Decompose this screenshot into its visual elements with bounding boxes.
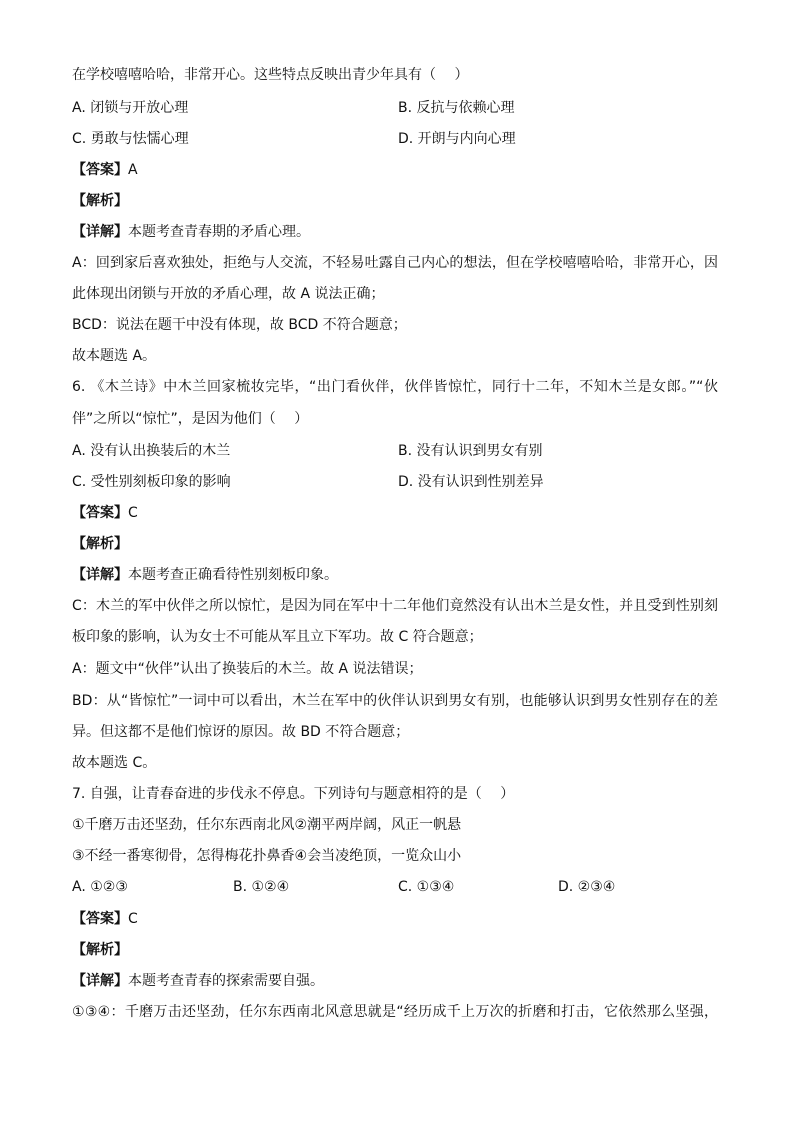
q6-explanation-5: 异。但这都不是他们惊讶的原因。故 BD 不符合题意； xyxy=(72,724,410,740)
q5-option-d: D. 开朗与内向心理 xyxy=(398,131,516,147)
q7-answer-line xyxy=(72,910,138,928)
q5-answer: A xyxy=(128,162,138,178)
q6-explanation-1: C：木兰的军中伙伴之所以惊忙，是因为同在军中十二年他们竟然没有认出木兰是女性，并且受到性别刻 xyxy=(72,598,718,614)
q5-option-c: C. 勇敢与怯懦心理 xyxy=(72,131,189,147)
q7-stem: 7. 自强，让青春奋进的步伐永不停息。下列诗句与题意相符的是（ ） xyxy=(72,786,515,802)
q5-answer-line xyxy=(72,161,138,179)
q7-option-a: A. ①②③ xyxy=(72,879,128,895)
q7-detail-line xyxy=(72,972,324,990)
q6-detail: 本题考查正确看待性别刻板印象。 xyxy=(128,567,338,583)
answer-tag: 【答案】 xyxy=(72,911,128,927)
detail-tag: 【详解】 xyxy=(72,567,128,583)
q5-option-b: B. 反抗与依赖心理 xyxy=(398,100,515,116)
q7-answer: C xyxy=(128,911,138,927)
q6-conclusion: 故本题选 C。 xyxy=(72,755,157,771)
q7-option-b: B. ①②④ xyxy=(233,879,290,895)
answer-tag: 【答案】 xyxy=(72,162,128,178)
q6-explanation-4: BD：从“皆惊忙”一词中可以看出，木兰在军中的伙伴认识到男女有别，也能够认识到男女性别存在的差 xyxy=(72,693,718,709)
q6-explanation-2: 板印象的影响，认为女士不可能从军且立下军功。故 C 符合题意； xyxy=(72,629,483,645)
q5-option-a: A. 闭锁与开放心理 xyxy=(72,100,189,116)
q5-analysis-tag: 【解析】 xyxy=(72,193,128,209)
q6-answer: C xyxy=(128,505,138,521)
detail-tag: 【详解】 xyxy=(72,224,128,240)
q6-analysis-tag: 【解析】 xyxy=(72,536,128,552)
q7-option-c: C. ①③④ xyxy=(398,879,455,895)
q6-option-a: A. 没有认出换装后的木兰 xyxy=(72,443,231,459)
q7-analysis-tag: 【解析】 xyxy=(72,942,128,958)
q5-explanation-1: A：回到家后喜欢独处，拒绝与人交流，不轻易吐露自己内心的想法，但在学校嘻嘻哈哈，非常开心，因 xyxy=(72,255,718,271)
detail-tag: 【详解】 xyxy=(72,973,128,989)
q6-option-b: B. 没有认识到男女有别 xyxy=(398,443,543,459)
q6-option-c: C. 受性别刻板印象的影响 xyxy=(72,474,231,490)
q5-explanation-2: 此体现出闭锁与开放的矛盾心理，故 A 说法正确； xyxy=(72,286,385,302)
q5-detail-line xyxy=(72,223,310,241)
q6-stem-1: 6. 《木兰诗》中木兰回家梳妆完毕，“出门看伙伴，伙伴皆惊忙，同行十二年，不知木兰是女郎。”“伙 xyxy=(72,379,718,395)
q6-detail-line xyxy=(72,566,338,584)
q7-detail: 本题考查青春的探索需要自强。 xyxy=(128,973,324,989)
q6-option-d: D. 没有认识到性别差异 xyxy=(398,474,544,490)
q6-stem-2: 伴”之所以“惊忙”，是因为他们（ ） xyxy=(72,411,309,427)
q5-explanation-3: BCD：说法在题干中没有体现，故 BCD 不符合题意； xyxy=(72,317,407,333)
q5-stem-tail: 在学校嘻嘻哈哈，非常开心。这些特点反映出青少年具有（ ） xyxy=(72,67,469,83)
q7-explanation-1: ①③④：千磨万击还坚劲，任尔东西南北风意思就是“经历成千上万次的折磨和打击，它依然那么坚强， xyxy=(72,1004,718,1020)
q6-explanation-3: A：题文中“伙伴”认出了换装后的木兰。故 A 说法错误； xyxy=(72,661,423,677)
q7-poem-line-2: ③不经一番寒彻骨，怎得梅花扑鼻香④会当凌绝顶，一览众山小 xyxy=(72,848,462,864)
q6-answer-line xyxy=(72,504,138,522)
answer-tag: 【答案】 xyxy=(72,505,128,521)
q5-conclusion: 故本题选 A。 xyxy=(72,348,157,364)
q5-detail: 本题考查青春期的矛盾心理。 xyxy=(128,224,310,240)
q7-option-d: D. ②③④ xyxy=(558,879,616,895)
q7-poem-line-1: ①千磨万击还坚劲，任尔东西南北风②潮平两岸阔，风正一帆悬 xyxy=(72,817,462,833)
